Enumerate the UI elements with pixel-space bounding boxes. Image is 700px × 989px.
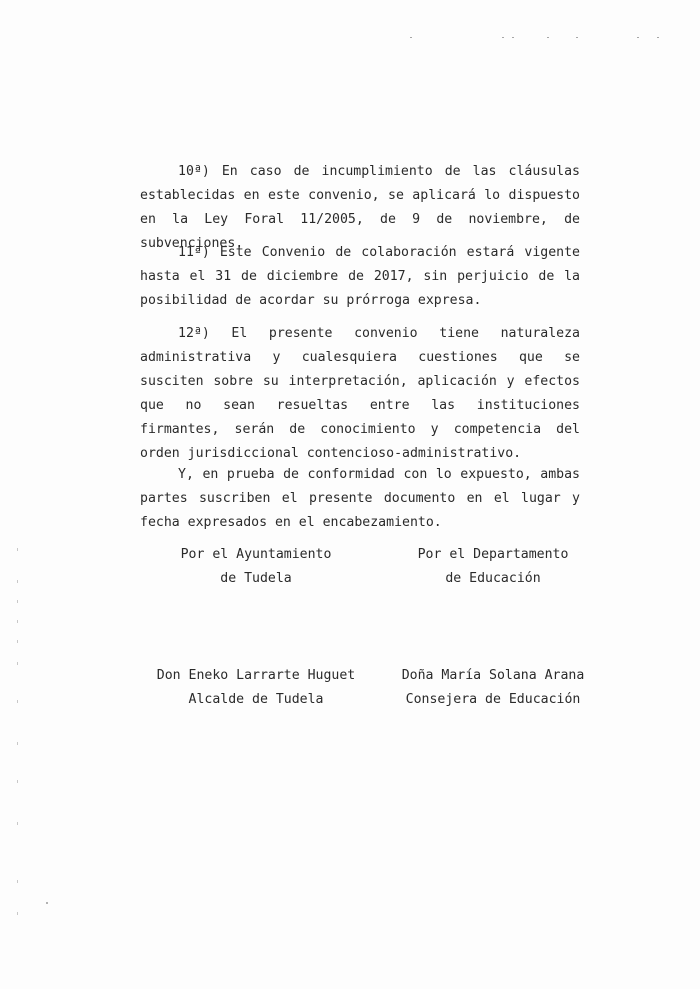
edge-dash — [17, 780, 18, 783]
edge-dash — [17, 600, 18, 603]
clause-10-paragraph: 10ª) En caso de incumplimiento de las cláusulas establecidas en este convenio, se aplicará lo dispuesto en la Ley Foral 11/2005, de 9 de noviembre, de subvenciones. — [140, 164, 580, 251]
signatory-right-heading-line1: Por el Departamento — [417, 547, 569, 562]
scan-speck — [637, 37, 639, 38]
edge-dash — [17, 912, 18, 915]
signatory-right-name: Doña María Solana Arana — [401, 668, 585, 683]
edge-dash — [17, 580, 18, 583]
signatory-left-heading — [141, 543, 371, 591]
signatory-right-role: Consejera de Educación — [405, 692, 581, 707]
signatory-right-heading — [378, 543, 608, 591]
closing-paragraph: Y, en prueba de conformidad con lo expuesto, ambas partes suscriben el presente documento en el lugar y fecha expresados en el encabezamiento. — [140, 467, 580, 530]
signatory-left-name-block — [141, 664, 371, 712]
signatory-left-role: Alcalde de Tudela — [188, 692, 324, 707]
signatory-left-heading-line1: Por el Ayuntamiento — [180, 547, 332, 562]
scan-speck — [657, 37, 659, 38]
scan-speck — [410, 37, 412, 38]
clause-12-paragraph: 12ª) El presente convenio tiene naturaleza administrativa y cualesquiera cuestiones que se susciten sobre su interpretación, aplicación y efectos que no sean resueltas entre las instituciones firmantes, serán de conocimiento y competencia del orden jurisdiccional contencioso-administrativo. — [140, 326, 580, 461]
scan-speck — [576, 37, 578, 38]
edge-dash — [17, 548, 18, 551]
scan-speck — [547, 37, 549, 38]
signatory-right-name-block — [378, 664, 608, 712]
edge-dash — [17, 620, 18, 623]
edge-dash — [17, 662, 18, 665]
edge-dash — [17, 742, 18, 745]
edge-dash — [17, 640, 18, 643]
signatory-right-heading-line2: de Educación — [445, 571, 541, 586]
edge-dash — [17, 700, 18, 703]
edge-dash — [17, 880, 18, 883]
scan-speck — [46, 902, 48, 904]
clause-11-paragraph: 11ª) Este Convenio de colaboración estará vigente hasta el 31 de diciembre de 2017, sin perjuicio de la posibilidad de acordar su prórroga expresa. — [140, 245, 580, 308]
signatory-left-name: Don Eneko Larrarte Huguet — [156, 668, 356, 683]
scan-speck — [512, 37, 514, 38]
edge-dash — [17, 822, 18, 825]
scan-speck — [502, 37, 504, 38]
signatory-left-heading-line2: de Tudela — [220, 571, 292, 586]
